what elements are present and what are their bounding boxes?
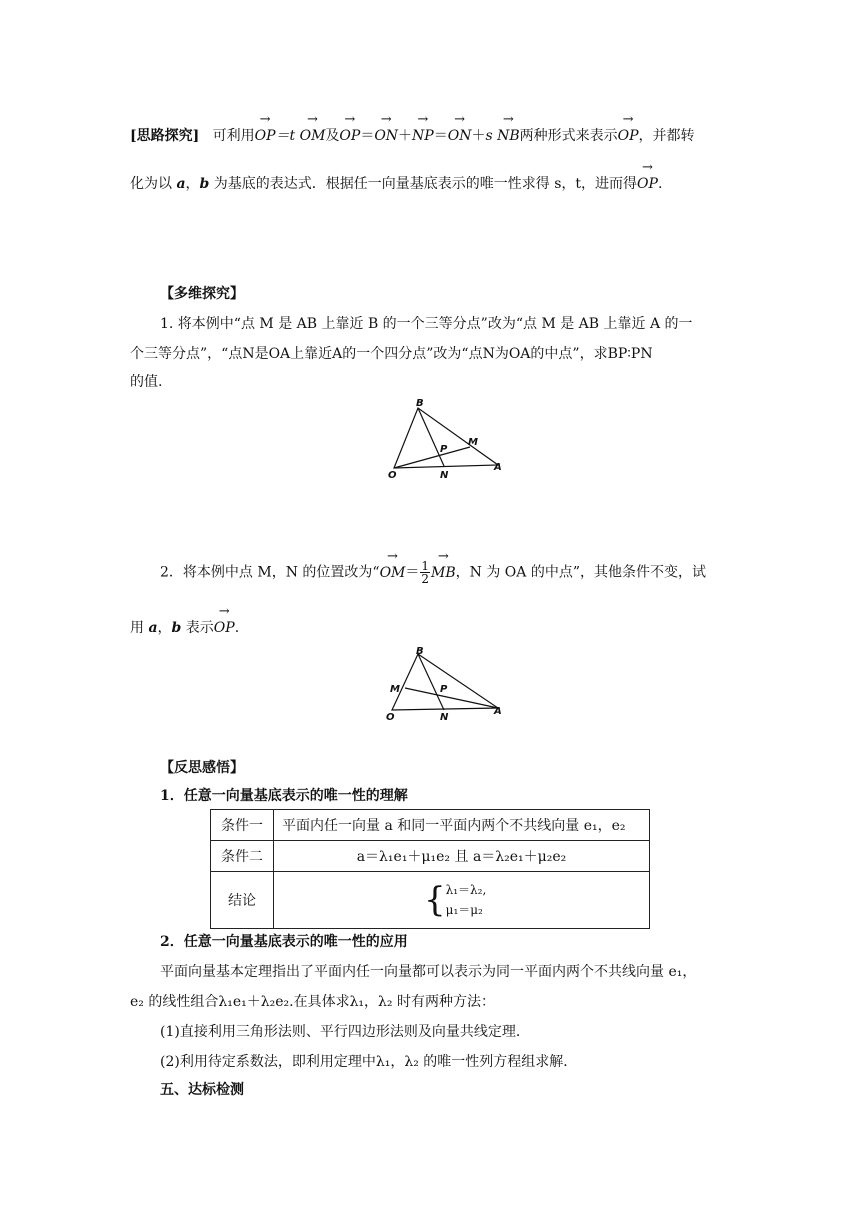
conclusion-line-1: λ₁＝λ₂, xyxy=(445,883,487,897)
vector-om: → OM xyxy=(300,126,326,146)
q2-text-b: ，N 为 OA 的中点”，其他条件不变，试 xyxy=(455,564,706,581)
label-m: M xyxy=(468,437,478,448)
numerator: 1 xyxy=(421,559,430,573)
comma: ， xyxy=(157,620,172,636)
reflect-subheading-1: 1．任意一向量基底表示的唯一性的理解 xyxy=(160,788,408,804)
q2-line-1 xyxy=(160,560,770,585)
section-five-heading: 五、达标检测 xyxy=(160,1082,244,1098)
q1-line-1: 1. 将本例中“点 M 是 AB 上靠近 B 的一个三等分点”改为“点 M 是 AB 上靠近 A 的一 xyxy=(160,316,693,332)
label-b: B xyxy=(416,646,424,657)
q2-line-2 xyxy=(130,618,740,638)
basis-b: b xyxy=(199,176,210,192)
label-a: A xyxy=(494,462,502,473)
comma: ， xyxy=(185,176,200,192)
table-row xyxy=(211,872,650,929)
equals: ＝ xyxy=(405,564,420,581)
vector-np: → NP xyxy=(412,126,434,146)
cell-condition-2: 条件二 xyxy=(211,841,274,872)
basis-b-q2: b xyxy=(171,620,182,636)
coef-t: ＝t xyxy=(275,128,300,144)
triangle-figure-1 xyxy=(380,396,510,486)
q2-text-express: 表示 xyxy=(181,620,214,636)
reflect-heading: 【反思感悟】 xyxy=(160,760,244,776)
thinking-line-2 xyxy=(130,174,740,194)
cell-conclusion-text xyxy=(274,872,650,929)
paragraph-line-2: e₂ 的线性组合λ₁e₁＋λ₂e₂.在具体求λ₁，λ₂ 时有两种方法： xyxy=(130,994,495,1010)
label-p: P xyxy=(440,444,448,455)
text-basis-rest: 为基底的表达式．根据任一向量基底表示的唯一性求得 s，t，进而得 xyxy=(209,176,638,192)
q2-text-use: 用 xyxy=(130,620,149,636)
label-o: O xyxy=(388,470,397,481)
vector-on: → ON xyxy=(374,126,398,146)
label-n: N xyxy=(440,712,449,723)
label-o: O xyxy=(386,712,395,723)
triangle-figure-2 xyxy=(380,644,510,726)
label-n: N xyxy=(440,470,449,481)
cell-conclusion: 结论 xyxy=(211,872,274,929)
uniqueness-table xyxy=(210,809,650,929)
thinking-text: 可利用 xyxy=(212,128,255,144)
vector-nb: → NB xyxy=(497,126,520,146)
label-p: P xyxy=(440,684,448,695)
denominator: 2 xyxy=(421,572,430,586)
thinking-label: [思路探究] xyxy=(130,128,200,144)
basis-a: a xyxy=(176,176,186,192)
label-m: M xyxy=(390,684,400,695)
vector-op-2: → OP xyxy=(339,126,360,146)
q1-line-2: 个三等分点”，“点N是OA上靠近A的一个四分点”改为“点N为OA的中点”，求BP∶PN xyxy=(130,346,653,362)
thinking-line-1: [思路探究] 可利用→ OP＝t → OM及→ OP＝→ ON＋→ NP＝→ ON＋s → NB两种形式来表示→ OP，并都转 xyxy=(130,126,740,146)
paragraph-line-1: 平面向量基本定理指出了平面内任一向量都可以表示为同一平面内两个不共线向量 e₁， xyxy=(160,964,697,980)
text-convert: ，并都转 xyxy=(638,128,695,144)
period: . xyxy=(657,176,663,192)
method-2: (2)利用待定系数法，即利用定理中λ₁，λ₂ 的唯一性列方程组求解． xyxy=(160,1054,578,1070)
conclusion-line-2: μ₁＝μ₂ xyxy=(445,903,483,917)
fraction-half xyxy=(420,560,430,585)
vector-op-q2: → OP xyxy=(214,618,235,638)
explore-heading: 【多维探究】 xyxy=(160,286,244,302)
vector-mb: → MB xyxy=(431,563,456,583)
cell-condition-1: 条件一 xyxy=(211,810,274,841)
vector-op-final: → OP xyxy=(637,174,658,194)
text-forms: 两种形式来表示 xyxy=(519,128,618,144)
q1-line-3: 的值. xyxy=(130,374,163,390)
vector-om-q2: → OM xyxy=(380,563,406,583)
label-a: A xyxy=(494,706,502,717)
method-1: (1)直接利用三角形法则、平行四边形法则及向量共线定理． xyxy=(160,1024,530,1040)
text-and: 及 xyxy=(325,128,340,144)
label-b: B xyxy=(416,398,424,409)
table-row xyxy=(211,841,650,872)
vector-on-2: → ON xyxy=(448,126,472,146)
cell-condition-2-text: a＝λ₁e₁＋μ₁e₂ 且 a＝λ₂e₁＋μ₂e₂ xyxy=(274,841,650,872)
table-row xyxy=(211,810,650,841)
vector-op-target: → OP xyxy=(618,126,639,146)
period: . xyxy=(234,620,240,636)
cell-condition-1-text: 平面内任一向量 a 和同一平面内两个不共线向量 e₁，e₂ xyxy=(274,810,650,841)
basis-a-q2: a xyxy=(148,620,158,636)
reflect-subheading-2: 2．任意一向量基底表示的唯一性的应用 xyxy=(160,934,408,950)
text-basis-intro: 化为以 xyxy=(130,176,177,192)
brace-icon: { xyxy=(424,880,446,920)
vector-op: → OP xyxy=(255,126,276,146)
q2-text-a: 2．将本例中点 M，N 的位置改为“ xyxy=(160,564,380,581)
